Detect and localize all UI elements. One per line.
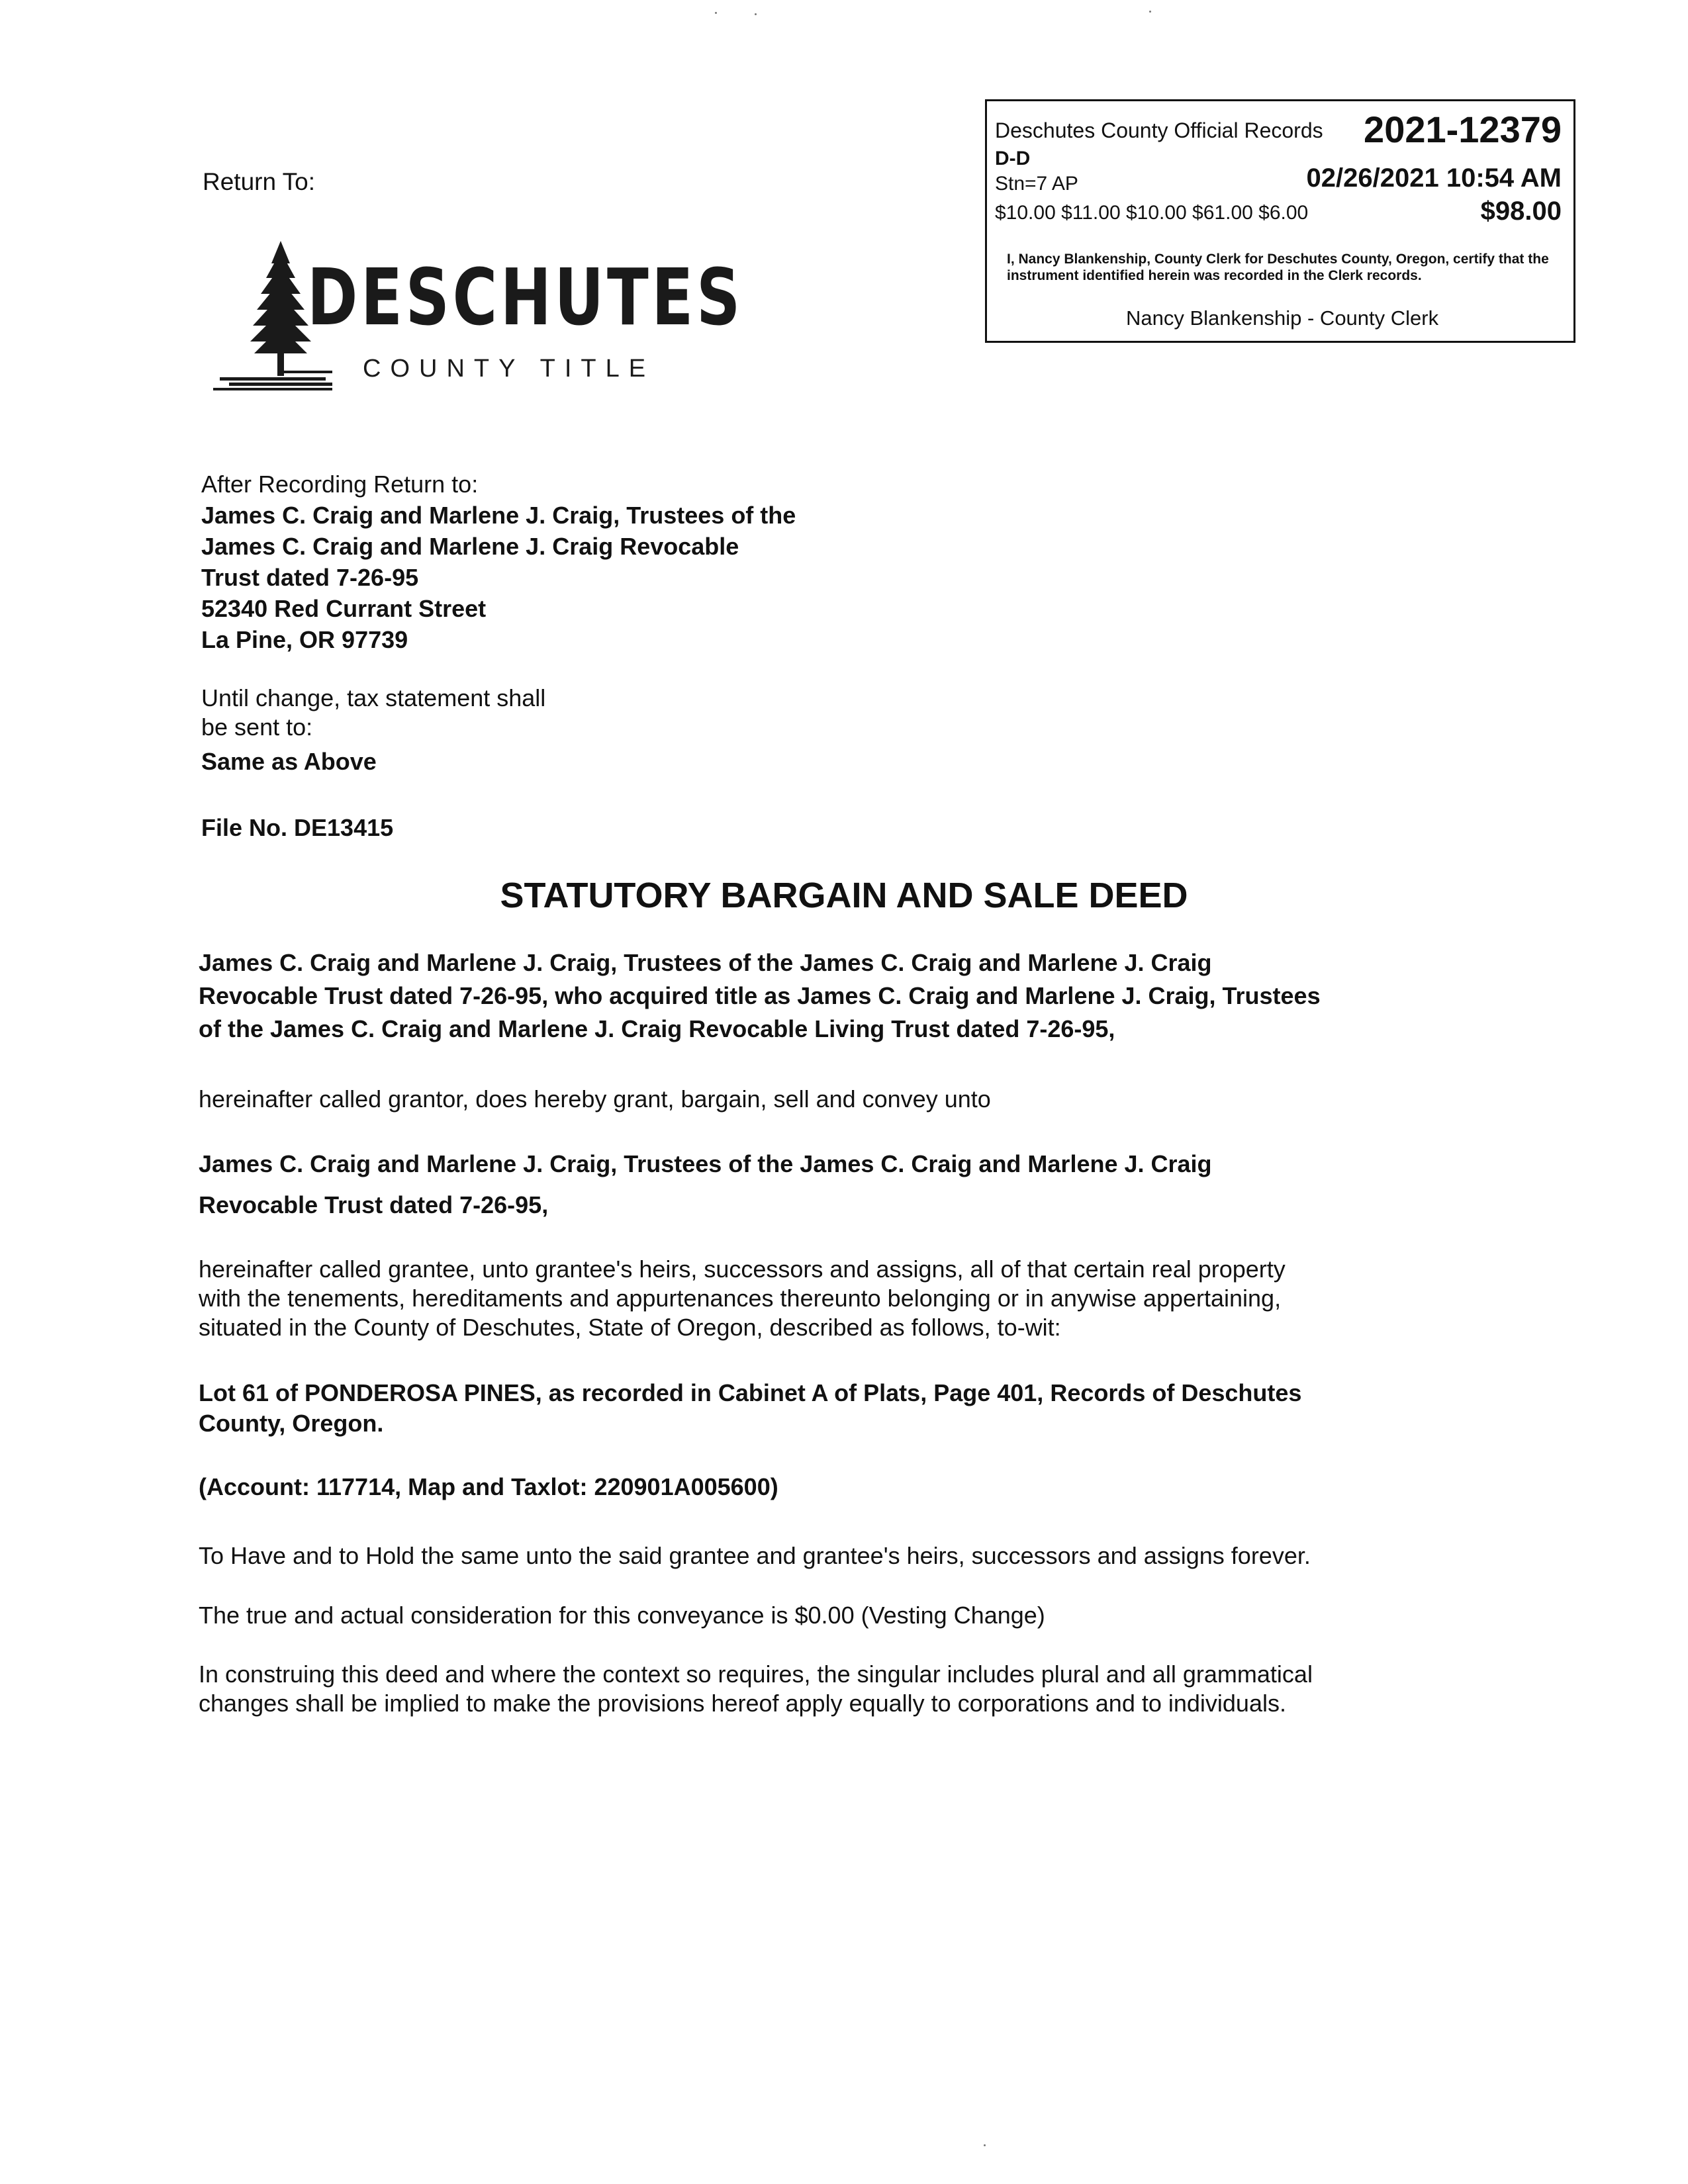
company-logo	[213, 237, 743, 392]
tax-statement-block	[201, 684, 545, 782]
stamp-doc-code: D-D	[995, 148, 1031, 169]
scan-speck	[1149, 11, 1151, 13]
grantee-clause-line: hereinafter called grantee, unto grantee's heirs, successors and assigns, all of that certain real property	[199, 1255, 1286, 1283]
legal-description-line: County, Oregon.	[199, 1410, 384, 1437]
scan-speck	[984, 2144, 986, 2146]
stamp-fees: $10.00 $11.00 $10.00 $61.00 $6.00	[995, 202, 1309, 224]
grantor-line: Revocable Trust dated 7-26-95, who acquired title as James C. Craig and Marlene J. Craig, Trustees	[199, 982, 1321, 1009]
grantee-block	[199, 1144, 1456, 1226]
after-recording-line: James C. Craig and Marlene J. Craig Revocable	[201, 533, 739, 560]
stamp-total: $98.00	[1480, 197, 1562, 226]
grantee-line: Revocable Trust dated 7-26-95,	[199, 1191, 549, 1218]
stamp-records-label: Deschutes County Official Records	[995, 118, 1323, 142]
after-recording-line: James C. Craig and Marlene J. Craig, Trustees of the	[201, 502, 796, 529]
return-to-label: Return To:	[203, 168, 316, 195]
tax-statement-value: Same as Above	[201, 748, 377, 775]
logo-subtitle: COUNTY TITLE	[363, 355, 655, 383]
construing-clause	[199, 1660, 1456, 1718]
after-recording-label: After Recording Return to:	[201, 471, 479, 498]
after-recording-block	[201, 469, 796, 655]
tax-statement-label: be sent to:	[201, 713, 313, 741]
tax-statement-label: Until change, tax statement shall	[201, 684, 546, 711]
legal-description-line: Lot 61 of PONDEROSA PINES, as recorded in Cabinet A of Plats, Page 401, Records of Deschutes	[199, 1379, 1302, 1406]
stamp-document-number: 2021-12379	[1364, 109, 1562, 150]
consideration-statement: The true and actual consideration for this conveyance is $0.00 (Vesting Change)	[199, 1602, 1045, 1629]
habendum-clause: To Have and to Hold the same unto the said grantee and grantee's heirs, successors and assigns forever.	[199, 1542, 1311, 1569]
scan-speck	[715, 12, 717, 14]
grantor-block	[199, 946, 1456, 1046]
after-recording-line: 52340 Red Currant Street	[201, 595, 487, 622]
grantor-line: James C. Craig and Marlene J. Craig, Trustees of the James C. Craig and Marlene J. Craig	[199, 949, 1212, 976]
after-recording-line: La Pine, OR 97739	[201, 626, 408, 653]
grantee-line: James C. Craig and Marlene J. Craig, Trustees of the James C. Craig and Marlene J. Craig	[199, 1150, 1212, 1177]
account-taxlot: (Account: 117714, Map and Taxlot: 220901A005600)	[199, 1473, 778, 1500]
stamp-recorded-datetime: 02/26/2021 10:54 AM	[1306, 163, 1562, 193]
grantee-clause	[199, 1255, 1456, 1342]
grantor-clause: hereinafter called grantor, does hereby grant, bargain, sell and convey unto	[199, 1085, 991, 1113]
construing-line: In construing this deed and where the context so requires, the singular includes plural and all grammatical	[199, 1661, 1313, 1688]
deed-title: STATUTORY BARGAIN AND SALE DEED	[500, 876, 1188, 915]
construing-line: changes shall be implied to make the provisions hereof apply equally to corporations and to individuals.	[199, 1690, 1286, 1717]
stamp-clerk-signature: Nancy Blankenship - County Clerk	[1126, 306, 1439, 330]
file-number: File No. DE13415	[201, 814, 394, 841]
scan-speck	[755, 13, 757, 15]
stamp-certification: I, Nancy Blankenship, County Clerk for Deschutes County, Oregon, certify that the instrument identified herein was recorded in the Clerk records.	[1007, 251, 1549, 283]
grantee-clause-line: with the tenements, hereditaments and appurtenances thereunto belonging or in anywise appertaining,	[199, 1285, 1282, 1312]
legal-description	[199, 1378, 1456, 1439]
logo-name: DESCHUTES	[307, 251, 743, 343]
stamp-station: Stn=7 AP	[995, 173, 1078, 195]
recording-stamp	[985, 99, 1575, 343]
after-recording-line: Trust dated 7-26-95	[201, 564, 419, 591]
grantor-line: of the James C. Craig and Marlene J. Craig Revocable Living Trust dated 7-26-95,	[199, 1015, 1115, 1042]
grantee-clause-line: situated in the County of Deschutes, State of Oregon, described as follows, to-wit:	[199, 1314, 1061, 1341]
